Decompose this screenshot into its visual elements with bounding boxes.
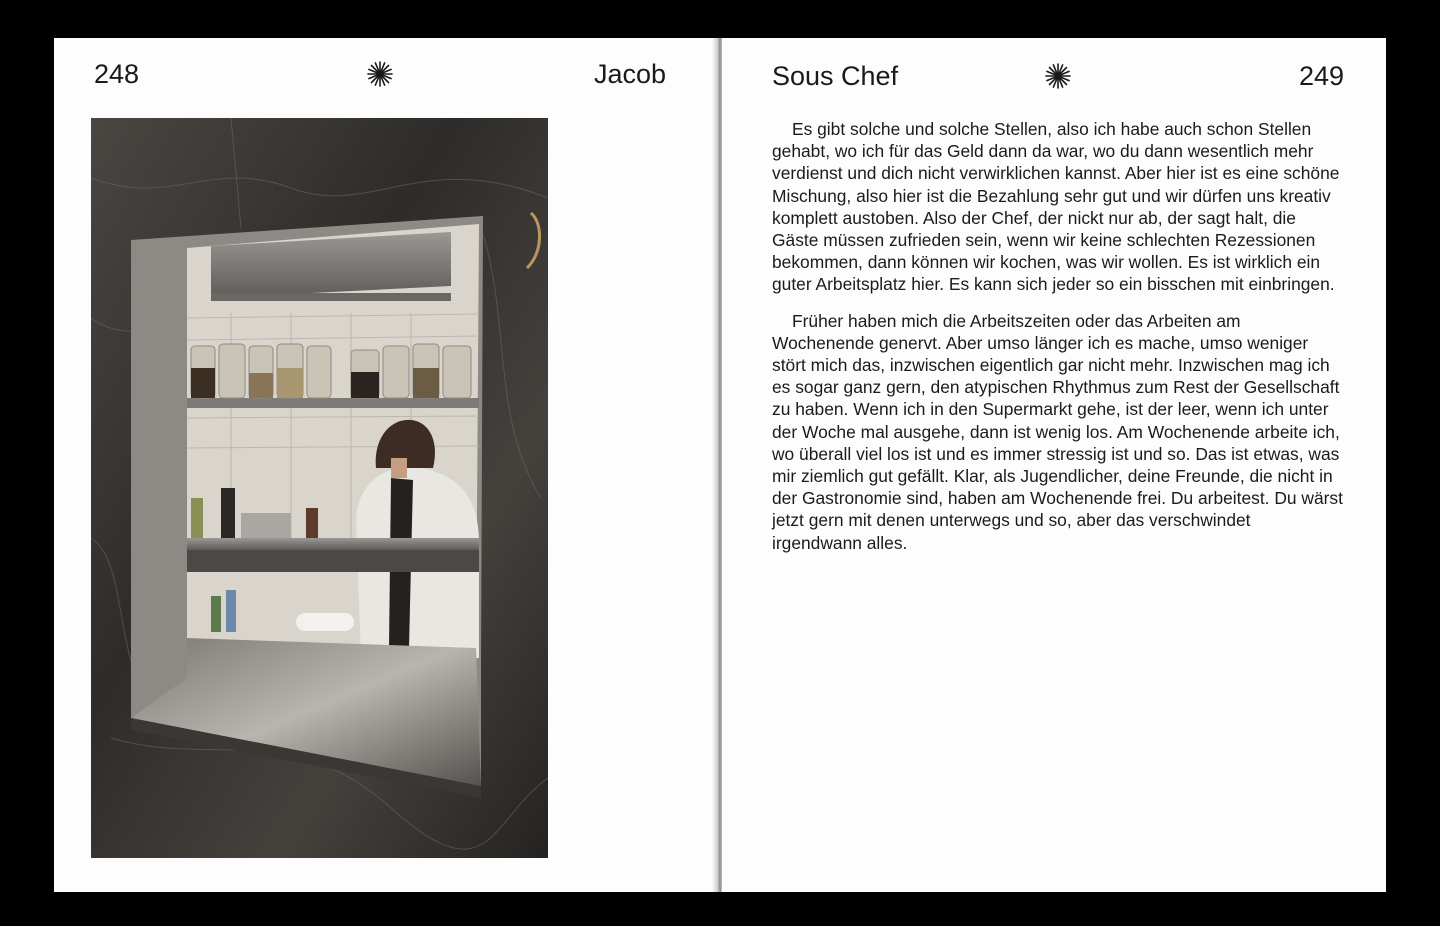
- page-number-left: 248: [94, 59, 140, 89]
- kitchen-photo: [91, 118, 548, 858]
- page-number-right: 249: [1298, 61, 1344, 91]
- paragraph-1: Es gibt solche und solche Stellen, also ich habe auch schon Stellen gehabt, wo ich für das Geld dann da war, wo du dann wesentlich mehr verdienst und dich nicht verwirklichen kannst. Aber hier ist es eine schöne Mischung, also hier ist die Bezahlung sehr gut und wir dürfen uns kreativ komplett austoben. Also der Chef, der nickt nur ab, der sagt halt, die Gäste müssen zufrieden sein, wenn wir keine schlechten Rezessionen bekommen, dann können wir kochen, was wir wollen. Es ist wirklich ein guter Arbeitsplatz hier. Es kann sich jeder so ein bisschen mit einbringen.: [772, 119, 1340, 295]
- interview-text: [772, 118, 1344, 568]
- paragraph-2: Früher haben mich die Arbeitszeiten oder das Arbeiten am Wochenende genervt. Aber umso länger ich es mache, umso weniger stört mich das, inzwischen eigentlich gar nicht mehr. Inzwischen mag ich es sogar ganz gern, den atypischen Rhythmus zum Rest der Gesellschaft zu haben. Wenn ich in den Supermarkt gehe, ist der leer, wenn ich unter der Woche mal ausgehe, dann ist wenig los. Am Wochenende arbeite ich, wo überall viel los ist und es immer stressig ist und so. Das ist etwas, was mir ziemlich gut gefällt. Klar, als Jugendlicher, deine Freunde, die nicht in der Gastronomie sind, haben am Wochenende frei. Du arbeitest. Du wärst jetzt gern mit denen unterwegs und so, aber das verschwindet irgendwann alles.: [772, 310, 1343, 553]
- running-head-right: Sous Chef: [772, 61, 899, 91]
- asterisk-star-icon: [1044, 62, 1072, 90]
- running-head-left: Jacob: [593, 59, 666, 89]
- asterisk-star-icon: [366, 60, 394, 88]
- left-page: [54, 38, 718, 892]
- right-page: [722, 38, 1386, 892]
